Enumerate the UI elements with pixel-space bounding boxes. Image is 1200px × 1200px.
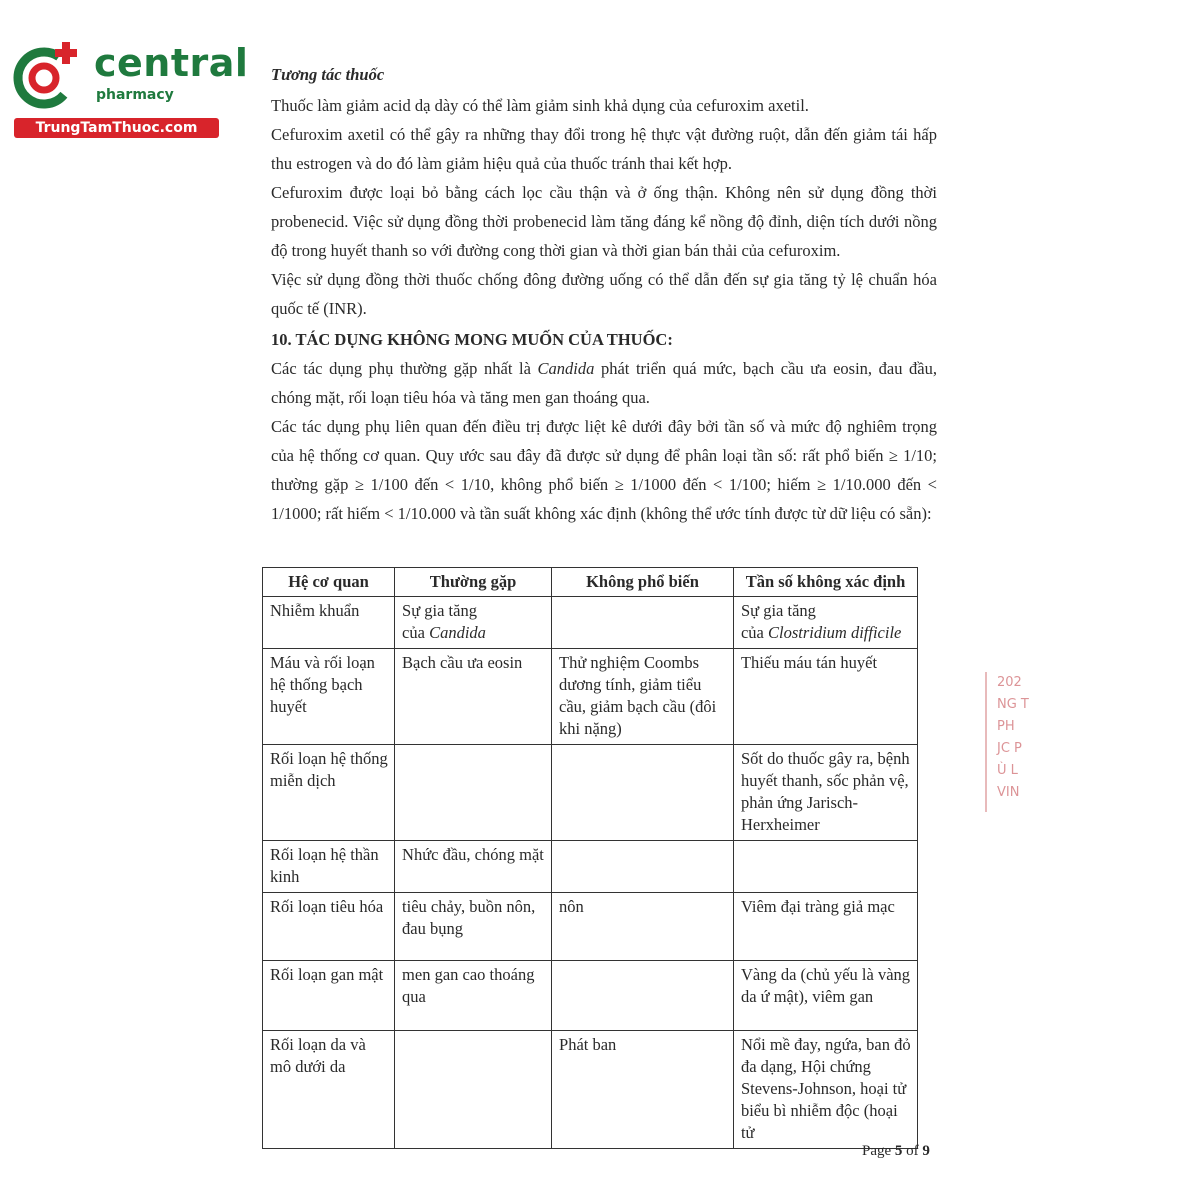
table-cell-organ: Máu và rối loạn hệ thống bạch huyết — [263, 649, 395, 745]
paragraph — [271, 354, 937, 412]
table-row — [263, 597, 918, 649]
logo-subtitle: pharmacy — [96, 87, 174, 103]
adverse-effects-table — [262, 567, 918, 1149]
table-cell-unknown: Thiếu máu tán huyết — [733, 649, 917, 745]
table-cell-common — [395, 745, 552, 841]
table-row — [263, 961, 918, 1031]
table-row — [263, 649, 918, 745]
stamp-text: 202 — [997, 675, 1022, 690]
table-cell-uncommon: Phát ban — [552, 1031, 734, 1149]
table-header-row — [263, 568, 918, 597]
table-cell-unknown — [733, 841, 917, 893]
table-cell-common: men gan cao thoáng qua — [395, 961, 552, 1031]
table-cell-uncommon — [552, 961, 734, 1031]
table-cell-unknown: Nổi mề đay, ngứa, ban đỏ đa dạng, Hội chứng Stevens-Johnson, hoại tử biểu bì nhiễm độc (hoại tử — [733, 1031, 917, 1149]
stamp-text: PH — [997, 719, 1015, 734]
cell-text: Sự gia tăng — [402, 601, 477, 620]
paragraph: Cefuroxim được loại bỏ bằng cách lọc cầu thận và ở ống thận. Không nên sử dụng đồng thời probenecid. Việc sử dụng đồng thời probenecid làm tăng đáng kể nồng độ đỉnh, diện tích dưới nồng độ trong huyết thanh so với đường cong thời gian và thời gian bán thải của cefuroxim. — [271, 183, 937, 260]
table-cell-unknown: Vàng da (chủ yếu là vàng da ứ mật), viêm gan — [733, 961, 917, 1031]
paragraph-text: Các tác dụng phụ thường gặp nhất là — [271, 359, 538, 378]
paragraph: Việc sử dụng đồng thời thuốc chống đông đường uống có thể dẫn đến sự gia tăng tỷ lệ chuẩn hóa quốc tế (INR). — [271, 270, 937, 318]
table-cell-organ: Nhiễm khuẩn — [263, 597, 395, 649]
page-number-current: 5 — [894, 1143, 903, 1159]
brand-logo[interactable] — [10, 38, 249, 138]
stamp-text: Ù L — [997, 763, 1018, 778]
table-cell-uncommon: Thử nghiệm Coombs dương tính, giảm tiểu cầu, giảm bạch cầu (đôi khi nặng) — [552, 649, 734, 745]
table-row — [263, 893, 918, 961]
table-cell-uncommon — [552, 841, 734, 893]
paragraph-text: phát triển quá mức, bạch cầu ưa eosin, đau đầu, chóng mặt, rối loạn tiêu hóa và tăng men gan thoáng qua. — [271, 359, 938, 407]
paragraph: Thuốc làm giảm acid dạ dày có thể làm giảm sinh khả dụng của cefuroxim axetil. — [271, 96, 809, 115]
table-cell-organ: Rối loạn tiêu hóa — [263, 893, 395, 961]
page-number-middle: of — [902, 1143, 923, 1159]
cell-italic-term: Clostridium difficile — [767, 623, 902, 642]
document-content — [271, 60, 937, 528]
table-cell-common — [395, 597, 552, 649]
column-header-uncommon: Không phổ biến — [552, 568, 734, 597]
table-cell-organ: Rối loạn gan mật — [263, 961, 395, 1031]
table-row — [263, 745, 918, 841]
cell-italic-term: Candida — [429, 623, 486, 642]
logo-name: central — [94, 41, 249, 85]
column-header-common: Thường gặp — [395, 568, 552, 597]
table-row — [263, 841, 918, 893]
table-cell-unknown: Sốt do thuốc gây ra, bệnh huyết thanh, sốc phản vệ, phản ứng Jarisch-Herxheimer — [733, 745, 917, 841]
table-cell-uncommon — [552, 597, 734, 649]
section-heading-adverse-effects: 10. TÁC DỤNG KHÔNG MONG MUỐN CỦA THUỐC: — [271, 330, 673, 349]
column-header-unknown: Tần số không xác định — [733, 568, 917, 597]
page-number — [862, 1143, 930, 1160]
cell-text: Sự gia tăng — [740, 601, 816, 620]
paragraph-italic-term: Candida — [537, 359, 595, 378]
table-cell-organ: Rối loạn hệ thần kinh — [263, 841, 395, 893]
paragraph: Cefuroxim axetil có thể gây ra những thay đổi trong hệ thực vật đường ruột, dẫn đến giảm tái hấp thu estrogen và do đó làm giảm hiệu quả của thuốc tránh thai kết hợp. — [271, 125, 937, 173]
table-cell-unknown — [733, 597, 917, 649]
stamp-text: JC P — [997, 741, 1022, 756]
column-header-organ: Hệ cơ quan — [263, 568, 395, 597]
cell-text: của — [740, 623, 768, 642]
page-number-total: 9 — [922, 1143, 930, 1159]
table-cell-common: Nhức đầu, chóng mặt — [395, 841, 552, 893]
stamp-text: VIN — [997, 785, 1020, 800]
page-number-prefix: Page — [862, 1143, 895, 1159]
paragraph: Các tác dụng phụ liên quan đến điều trị được liệt kê dưới đây bởi tần số và mức độ nghiêm trọng của hệ thống cơ quan. Quy ước sau đây đã được sử dụng để phân loại tần số: rất phổ biến ≥ 1/10; thường gặp ≥ 1/100 đến < 1/10, không phổ biến ≥ 1/1000 đến < 1/100; hiếm ≥ 1/10.000 đến < 1/1000; rất hiếm < 1/10.000 và tần suất không xác định (không thể ước tính được từ dữ liệu có sẵn): — [271, 417, 937, 523]
table-cell-uncommon: nôn — [552, 893, 734, 961]
table-cell-common: Bạch cầu ưa eosin — [395, 649, 552, 745]
pharmacy-cross-logo-icon — [10, 38, 88, 116]
table-cell-uncommon — [552, 745, 734, 841]
section-title-interactions: Tương tác thuốc — [271, 65, 385, 84]
stamp-text: NG T — [997, 697, 1029, 712]
table-cell-common — [395, 1031, 552, 1149]
official-stamp — [985, 672, 1029, 812]
logo-website-banner: TrungTamThuoc.com — [14, 118, 219, 138]
table-cell-common: tiêu chảy, buồn nôn, đau bụng — [395, 893, 552, 961]
table-row — [263, 1031, 918, 1149]
table-cell-unknown: Viêm đại tràng giả mạc — [733, 893, 917, 961]
table-cell-organ: Rối loạn da và mô dưới da — [263, 1031, 395, 1149]
cell-text: của — [402, 623, 430, 642]
table-cell-organ: Rối loạn hệ thống miễn dịch — [263, 745, 395, 841]
